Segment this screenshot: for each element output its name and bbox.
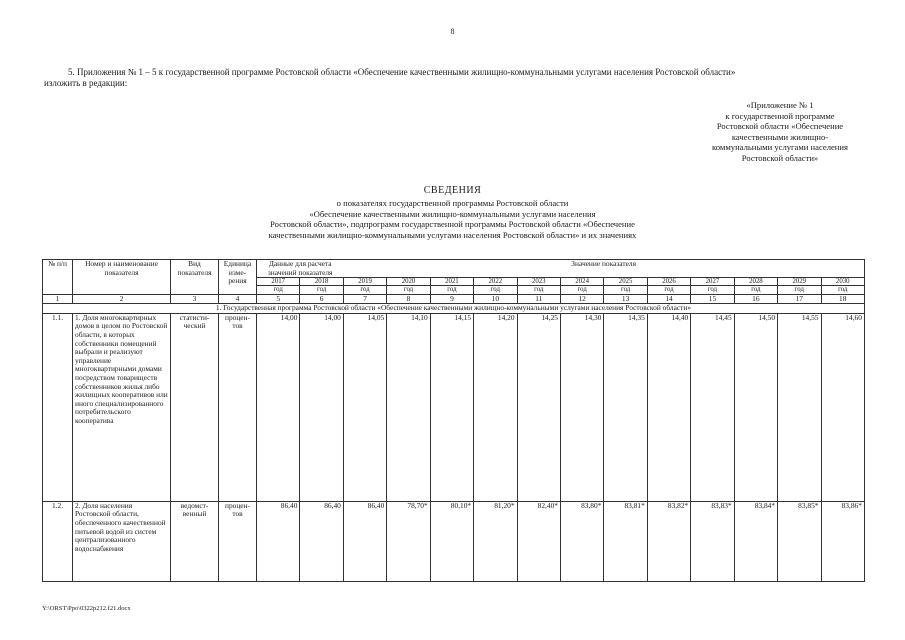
row-num: 1.1.: [43, 313, 73, 501]
year-header: 2029: [778, 278, 821, 286]
header-value: Значение показателя: [343, 260, 864, 278]
row-value: 83,81*: [604, 501, 647, 581]
row-value: 14,25: [517, 313, 560, 501]
year-suffix: год: [691, 286, 734, 294]
row-value: 86,40: [300, 501, 343, 581]
column-number: 2: [73, 294, 171, 304]
year-suffix: год: [517, 286, 560, 294]
column-number: 13: [604, 294, 647, 304]
appendix-line: Ростовской области»: [741, 152, 819, 163]
column-number: 18: [821, 294, 864, 304]
document-subtitle: [160, 198, 745, 240]
column-number: 8: [387, 294, 430, 304]
subtitle-line: «Обеспечение качественными жилищно-коммунальными услугами населения: [309, 208, 596, 219]
subtitle-line: качественными жилищно-коммунальными услугами населения Ростовской области» и их значениях: [268, 229, 637, 240]
file-path-footer: Y:\ORST\Ppo\0322p212.f21.docx: [42, 605, 131, 612]
intro-line-1: 5. Приложения № 1 – 5 к государственной программе Ростовской области «Обеспечение качественными жилищно-коммунальными услугами населения Ростовской области»: [68, 67, 736, 77]
page-number: 8: [450, 27, 455, 36]
column-number: 7: [343, 294, 386, 304]
year-suffix: год: [604, 286, 647, 294]
year-header: 2025: [604, 278, 647, 286]
row-value: 14,20: [474, 313, 517, 501]
year-header: 2028: [734, 278, 777, 286]
year-header: 2022: [474, 278, 517, 286]
row-value: 14,45: [691, 313, 734, 501]
column-number: 1: [43, 294, 73, 304]
year-header: 2030: [821, 278, 864, 286]
column-number: 6: [300, 294, 343, 304]
year-header: 2021: [430, 278, 473, 286]
row-name: 2. Доля населения Ростовской области, обеспеченного качественной питьевой водой из систем централизованного водоснабжения: [73, 501, 171, 581]
header-row-top: [43, 260, 865, 278]
header-base: Данные для расчета значений показателя: [257, 260, 344, 278]
appendix-line: коммунальными услугами населения: [712, 142, 848, 153]
year-header: 2019: [343, 278, 386, 286]
row-name: 1. Доля многоквартирных домов в целом по Ростовской области, в которых собственники помещений выбрали и реализуют управление многоквартирными домами посредством товариществ собственников жилья либо жилищных кооперативов или иного специализированного потребительского кооператива: [73, 313, 171, 501]
row-value: 14,35: [604, 313, 647, 501]
intro-paragraph: [44, 67, 874, 89]
column-number: 3: [171, 294, 219, 304]
row-value: 86,40: [257, 501, 300, 581]
column-number-row: [43, 294, 865, 304]
row-value: 83,80*: [560, 501, 603, 581]
row-value: 80,10*: [430, 501, 473, 581]
section-title: 1. Государственная программа Ростовской области «Обеспечение качественными жилищно-коммунальными услугами населения Ростовской области»: [43, 304, 865, 314]
appendix-line: Ростовской области «Обеспечение: [716, 121, 844, 132]
row-value: 14,40: [647, 313, 690, 501]
row-value: 14,00: [300, 313, 343, 501]
row-value: 14,55: [778, 313, 821, 501]
row-value: 14,50: [734, 313, 777, 501]
row-num: 1.2.: [43, 501, 73, 581]
header-kind: Вид показателя: [171, 260, 219, 295]
row-value: 86,40: [343, 501, 386, 581]
year-suffix: год: [821, 286, 864, 294]
year-header: 2024: [560, 278, 603, 286]
appendix-line: к государственной программе: [725, 110, 835, 121]
year-suffix: год: [647, 286, 690, 294]
column-number: 9: [430, 294, 473, 304]
year-suffix: год: [343, 286, 386, 294]
document-title: СВЕДЕНИЯ: [423, 185, 482, 196]
row-value: 14,05: [343, 313, 386, 501]
year-suffix: год: [300, 286, 343, 294]
year-header: 2026: [647, 278, 690, 286]
row-value: 14,60: [821, 313, 864, 501]
row-value: 78,70*: [387, 501, 430, 581]
year-header: 2027: [691, 278, 734, 286]
column-number: 12: [560, 294, 603, 304]
appendix-line: «Приложение № 1: [746, 100, 814, 110]
row-value: 82,40*: [517, 501, 560, 581]
appendix-line: качественными жилищно-: [731, 131, 829, 142]
column-number: 4: [219, 294, 257, 304]
row-value: 14,30: [560, 313, 603, 501]
row-kind: статисти- ческий: [171, 313, 219, 501]
row-kind: ведомст- венный: [171, 501, 219, 581]
year-suffix: год: [430, 286, 473, 294]
intro-line-2: изложить в редакции:: [44, 78, 128, 88]
table-row: [43, 501, 865, 581]
row-value: 83,86*: [821, 501, 864, 581]
year-suffix: год: [560, 286, 603, 294]
year-suffix: год: [474, 286, 517, 294]
header-unit: Единица изме- рения: [219, 260, 257, 295]
year-suffix: год: [387, 286, 430, 294]
year-suffix: год: [257, 286, 300, 294]
subtitle-line: Ростовской области», подпрограмм государственной программы Ростовской области «Обеспечение: [270, 219, 635, 229]
row-unit: процен- тов: [219, 313, 257, 501]
year-header: 2020: [387, 278, 430, 286]
appendix-note: [690, 100, 870, 164]
column-number: 10: [474, 294, 517, 304]
column-number: 11: [517, 294, 560, 304]
column-number: 14: [647, 294, 690, 304]
year-suffix: год: [734, 286, 777, 294]
row-value: 83,85*: [778, 501, 821, 581]
header-name: Номер и наименование показателя: [73, 260, 171, 295]
column-number: 16: [734, 294, 777, 304]
row-value: 81,20*: [474, 501, 517, 581]
year-suffix: год: [778, 286, 821, 294]
row-value: 83,84*: [734, 501, 777, 581]
header-num: № п/п: [43, 260, 73, 295]
indicators-table: [42, 259, 865, 582]
column-number: 15: [691, 294, 734, 304]
row-value: 14,15: [430, 313, 473, 501]
section-row: [43, 304, 865, 314]
row-value: 83,83*: [691, 501, 734, 581]
column-number: 17: [778, 294, 821, 304]
year-header: 2023: [517, 278, 560, 286]
year-header: 2018: [300, 278, 343, 286]
row-value: 14,00: [257, 313, 300, 501]
column-number: 5: [257, 294, 300, 304]
row-value: 83,82*: [647, 501, 690, 581]
subtitle-line: о показателях государственной программы Ростовской области: [336, 198, 569, 208]
row-unit: процен- тов: [219, 501, 257, 581]
year-header: 2017: [257, 278, 300, 286]
table-row: [43, 313, 865, 501]
row-value: 14,10: [387, 313, 430, 501]
